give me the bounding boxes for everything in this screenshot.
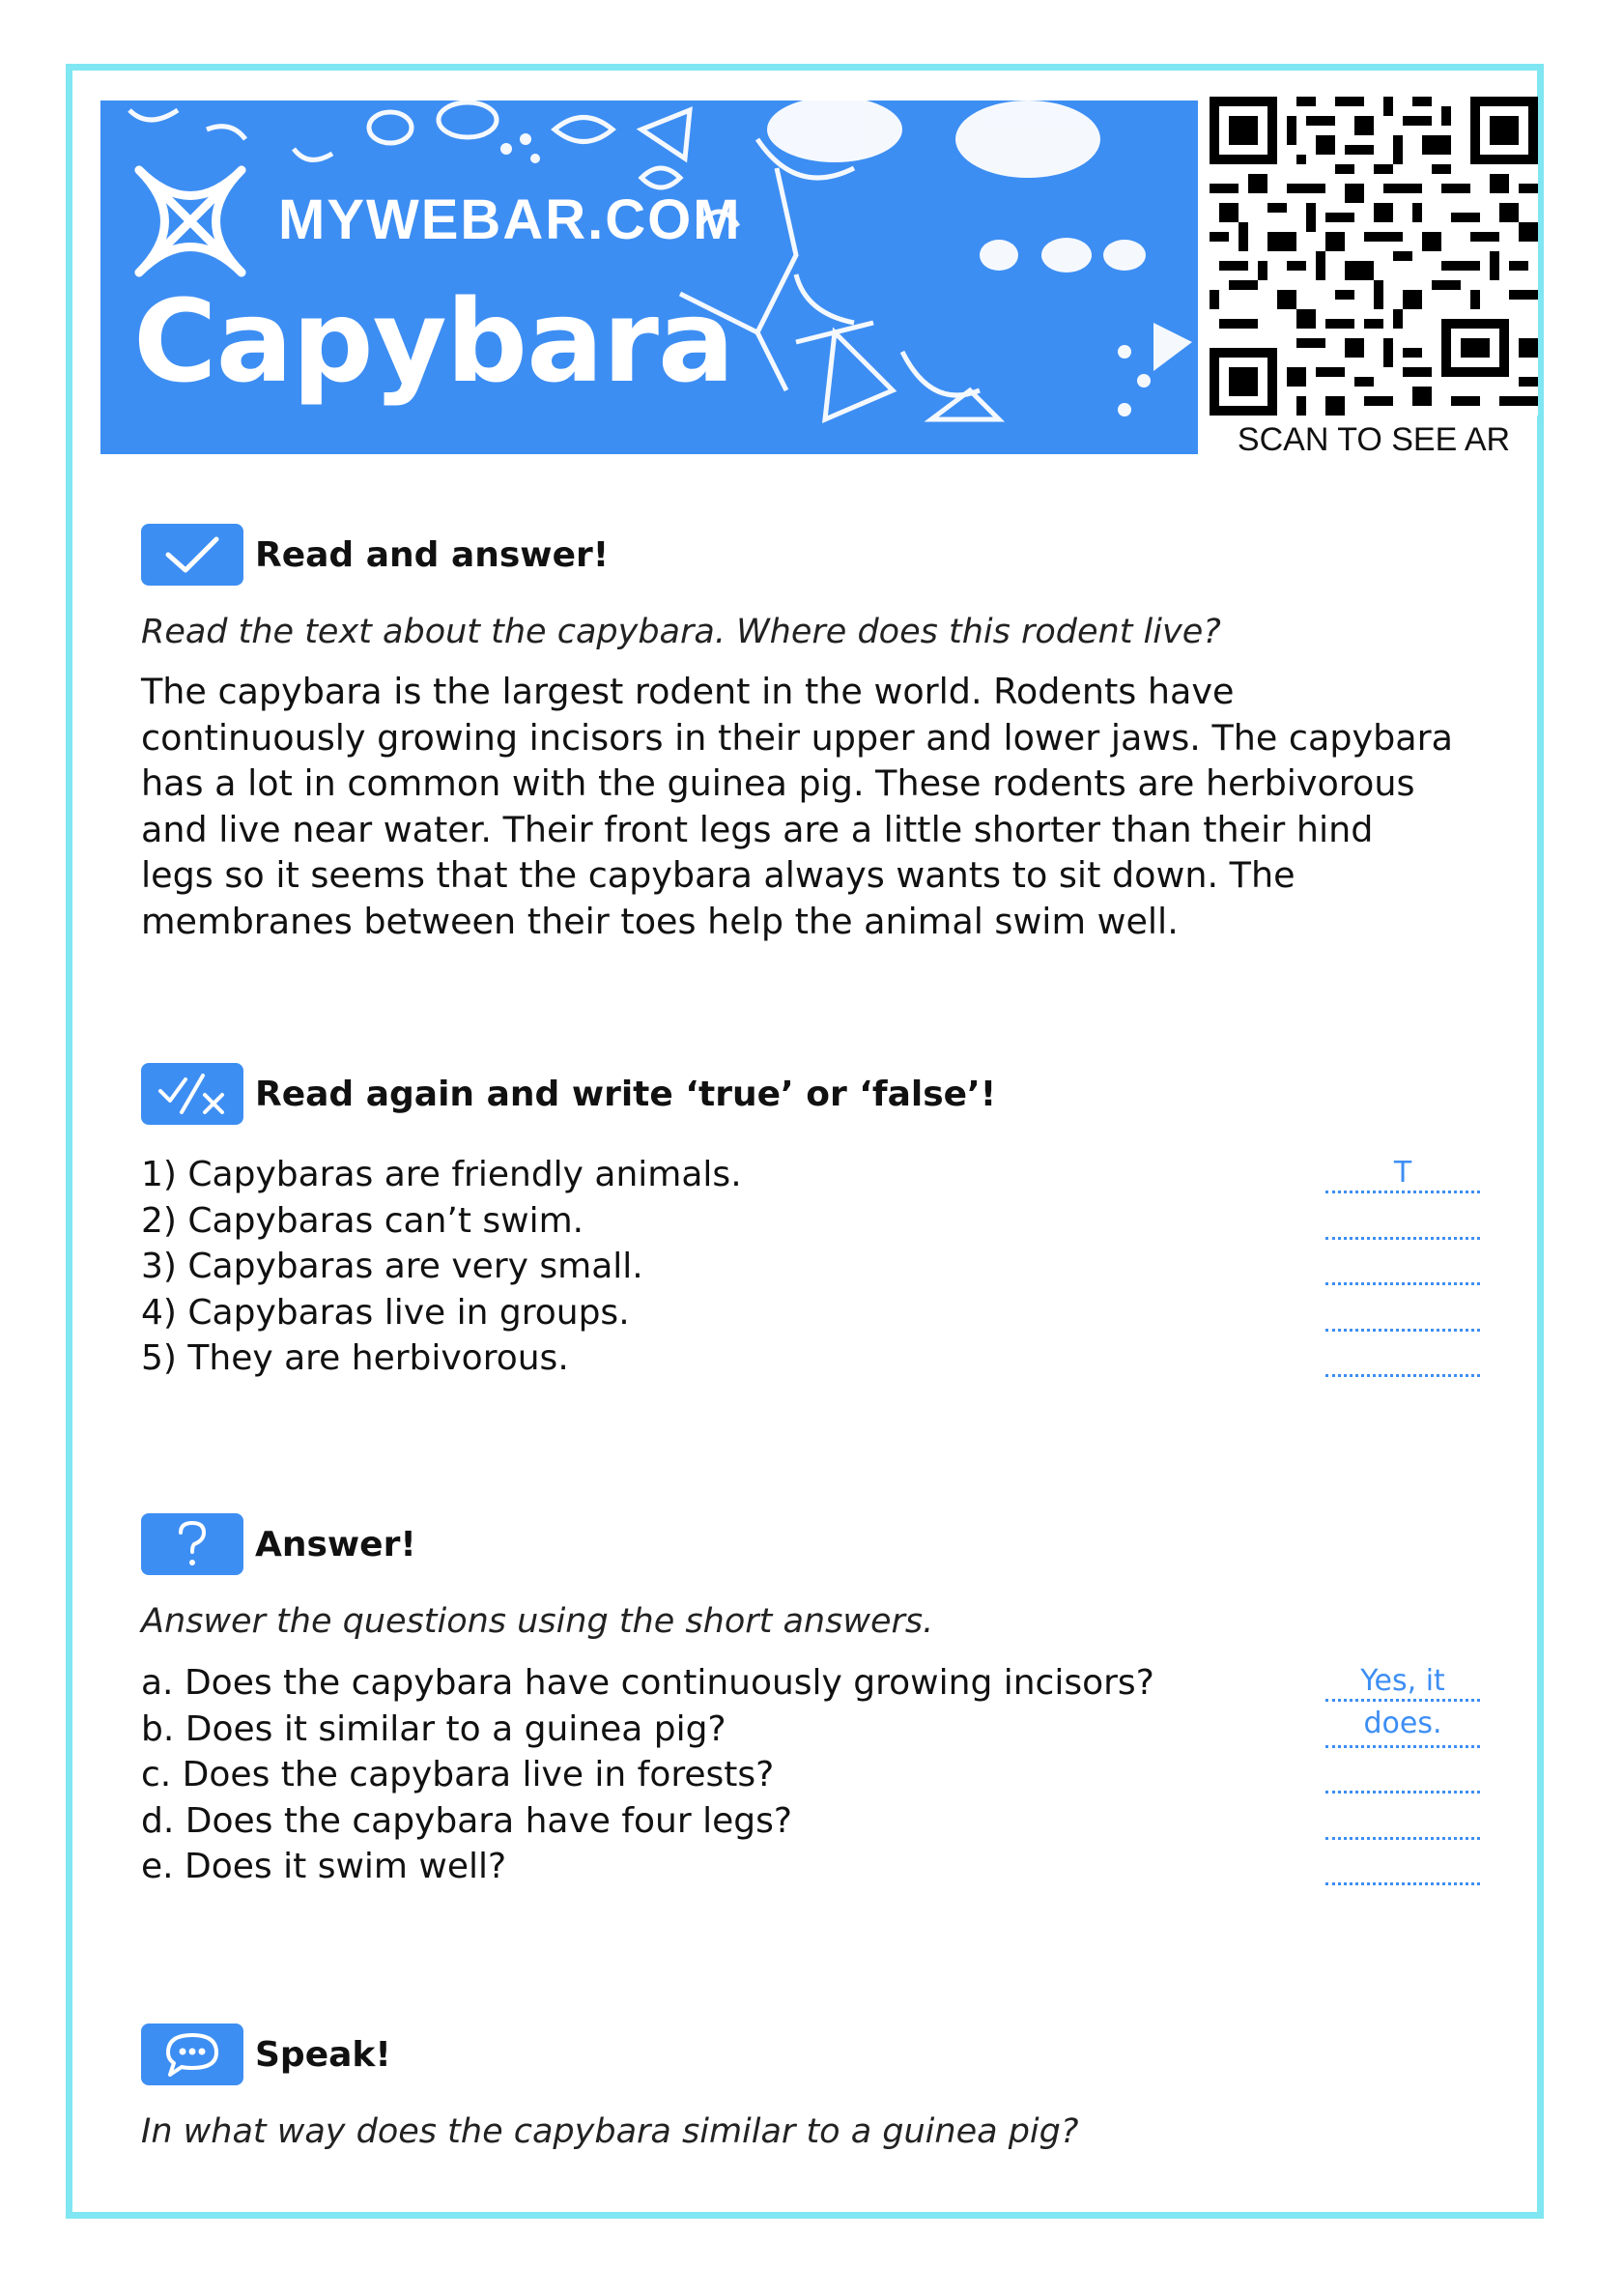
list-item [141,1244,1494,1290]
answer-field[interactable] [1325,1244,1480,1285]
answer-field[interactable] [1325,1198,1480,1240]
section-instruction: In what way does the capybara similar to a guinea pig? [141,2112,1079,2151]
qr-code-icon[interactable] [1210,97,1538,416]
answer-field[interactable] [1325,1707,1480,1748]
statement-text: 2) Capybaras can’t swim. [141,1200,584,1241]
section-title: Answer! [255,1525,416,1564]
list-item [141,1152,1494,1198]
statement-text: 5) They are herbivorous. [141,1338,569,1378]
list-item [141,1707,1494,1753]
list-item [141,1290,1494,1336]
section-title: Speak! [255,2035,391,2075]
question-text: a. Does the capybara have continuously growing incisors? [141,1663,1154,1703]
checkmark-icon [141,524,243,586]
reading-paragraph: The capybara is the largest rodent in the world. Rodents have continuously growing incisors in their upper and lower jaws. The capybara has a lot in common with the guinea pig. These rodents are herbivorous and live near water. Their front legs are a little shorter than their hind legs so it seems that the capybara always wants to sit down. The membranes between their toes help the animal swim well. [141,671,1454,942]
section-title: Read again and write ‘true’ or ‘false’! [255,1075,997,1114]
answer-field[interactable] [1325,1290,1480,1332]
header-banner [100,100,1198,454]
question-icon [141,1513,243,1575]
answer-field[interactable] [1325,1752,1480,1794]
answer-field[interactable] [1325,1844,1480,1885]
section-true-false [141,1063,1494,1382]
brand-name[interactable]: MYWEBAR.COM [278,188,742,251]
true-false-list [141,1152,1494,1382]
mywebar-logo-icon [128,158,253,284]
check-cross-icon [141,1063,243,1125]
list-item [141,1844,1494,1890]
section-instruction: Read the text about the capybara. Where does this rodent live? [141,613,1221,651]
speech-bubble-icon [141,2023,243,2085]
question-text: c. Does the capybara live in forests? [141,1755,775,1794]
section-read-and-answer [141,524,1494,944]
page-title: Capybara [133,274,734,408]
section-answer [141,1513,1494,1890]
section-instruction: Answer the questions using the short answers. [141,1602,934,1641]
section-title: Read and answer! [255,535,610,575]
qr-caption: SCAN TO SEE AR [1237,421,1511,458]
question-text: d. Does the capybara have four legs? [141,1800,792,1841]
statement-text: 1) Capybaras are friendly animals. [141,1155,742,1194]
question-text: e. Does it swim well? [141,1847,507,1886]
list-item [141,1752,1494,1798]
questions-list [141,1660,1494,1890]
answer-field[interactable]: Yes, it does. [1325,1660,1480,1702]
statement-text: 4) Capybaras live in groups. [141,1292,630,1333]
section-speak [141,2023,1494,2151]
list-item [141,1798,1494,1845]
answer-field[interactable] [1325,1335,1480,1377]
answer-field[interactable]: T [1325,1152,1480,1193]
answer-field[interactable] [1325,1798,1480,1840]
list-item [141,1335,1494,1382]
question-text: b. Does it similar to a guinea pig? [141,1708,726,1749]
statement-text: 3) Capybaras are very small. [141,1247,643,1286]
list-item [141,1198,1494,1245]
